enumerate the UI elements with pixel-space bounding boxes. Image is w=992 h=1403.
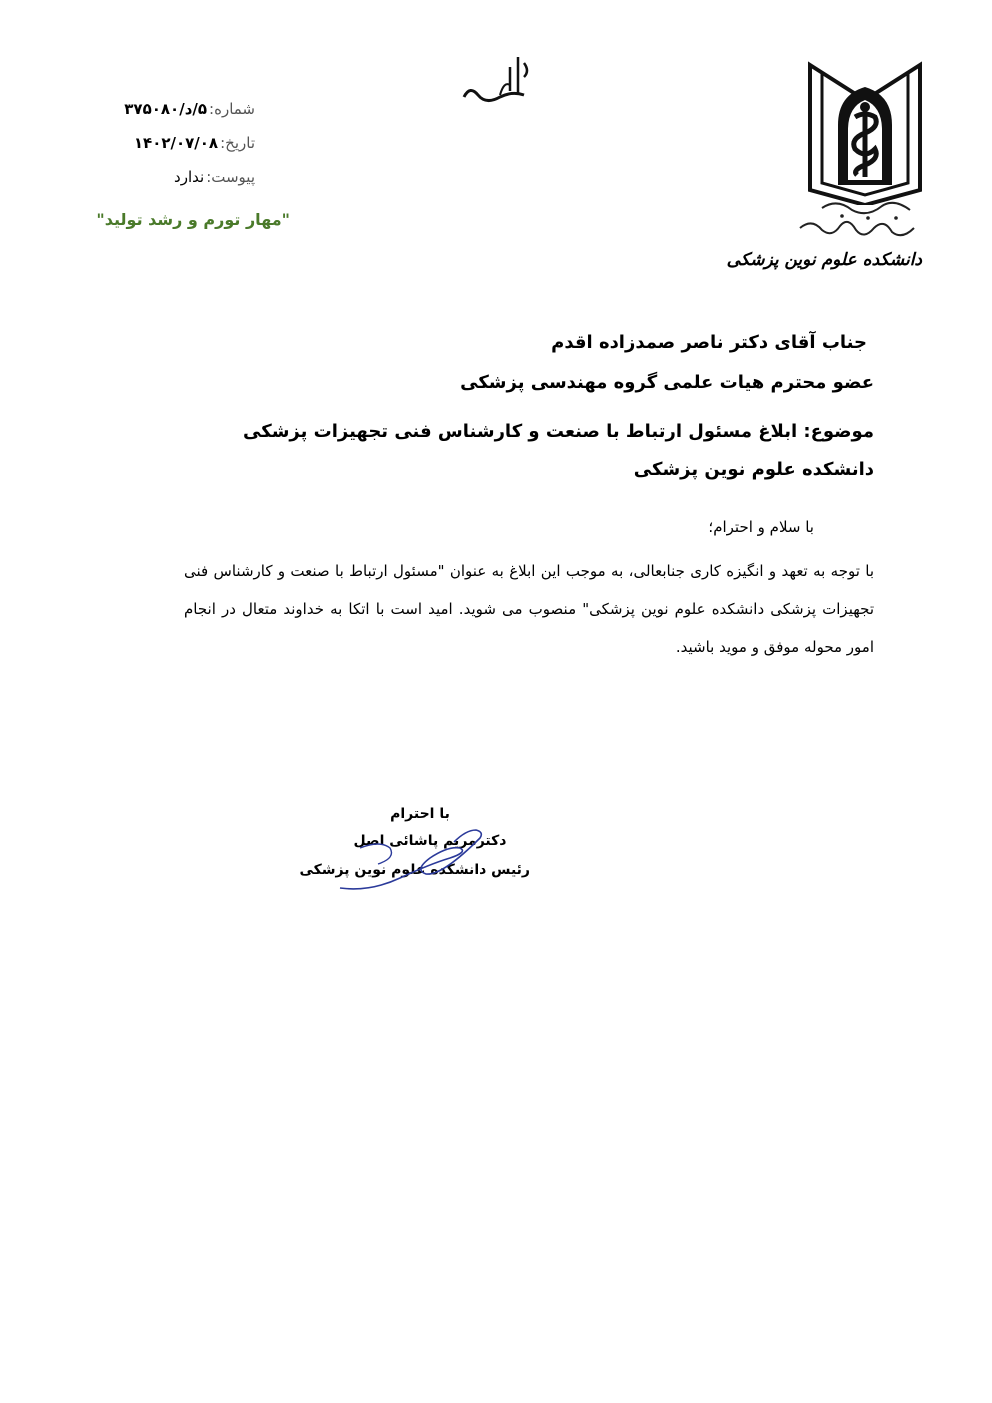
signer-position: رئیس دانشکده علوم نوین پزشکی: [299, 862, 530, 878]
university-logo-icon: [800, 55, 930, 205]
number-value: ۵/د/۳۷۵۰۸۰: [124, 100, 208, 118]
greeting: با سلام و احترام؛: [708, 518, 814, 536]
handwritten-signature-icon: [330, 818, 490, 898]
attachment-value: ندارد: [174, 168, 205, 186]
closing: با احترام: [390, 806, 450, 822]
bismillah-calligraphy-icon: [460, 45, 535, 115]
recipient-name: جناب آقای دکتر ناصر صمدزاده اقدم: [551, 332, 867, 353]
faculty-name: دانشکده علوم نوین پزشکی: [726, 250, 922, 270]
letter-attachment-row: [100, 168, 255, 198]
recipient-title: عضو محترم هیات علمی گروه مهندسی پزشکی: [460, 372, 874, 393]
letter-body: با توجه به تعهد و انگیزه کاری جنابعالی، به موجب این ابلاغ به عنوان "مسئول ارتباط با صنعت و کارشناس فنی تجهیزات پزشکی دانشکده علوم نوین پزشکی" منصوب می شوید. امید است با اتکا به خداوند متعال در انجام امور محوله موفق و موید باشید.: [184, 562, 874, 656]
year-slogan: "مهار تورم و رشد تولید": [96, 210, 290, 229]
date-label: تاریخ:: [220, 134, 255, 152]
letter-number-row: [100, 100, 255, 130]
logo-script-graphic: [792, 188, 922, 248]
date-value: ۱۴۰۲/۰۷/۰۸: [133, 134, 219, 152]
letter-subject: موضوع: ابلاغ مسئول ارتباط با صنعت و کارشناس فنی تجهیزات پزشکی دانشکده علوم نوین پزشکی: [243, 421, 874, 480]
number-label: شماره:: [209, 100, 255, 118]
attachment-label: پیوست:: [206, 168, 255, 186]
signer-name: دکترمریم پاشائی اصل: [353, 833, 507, 849]
letter-date-row: [100, 134, 255, 164]
